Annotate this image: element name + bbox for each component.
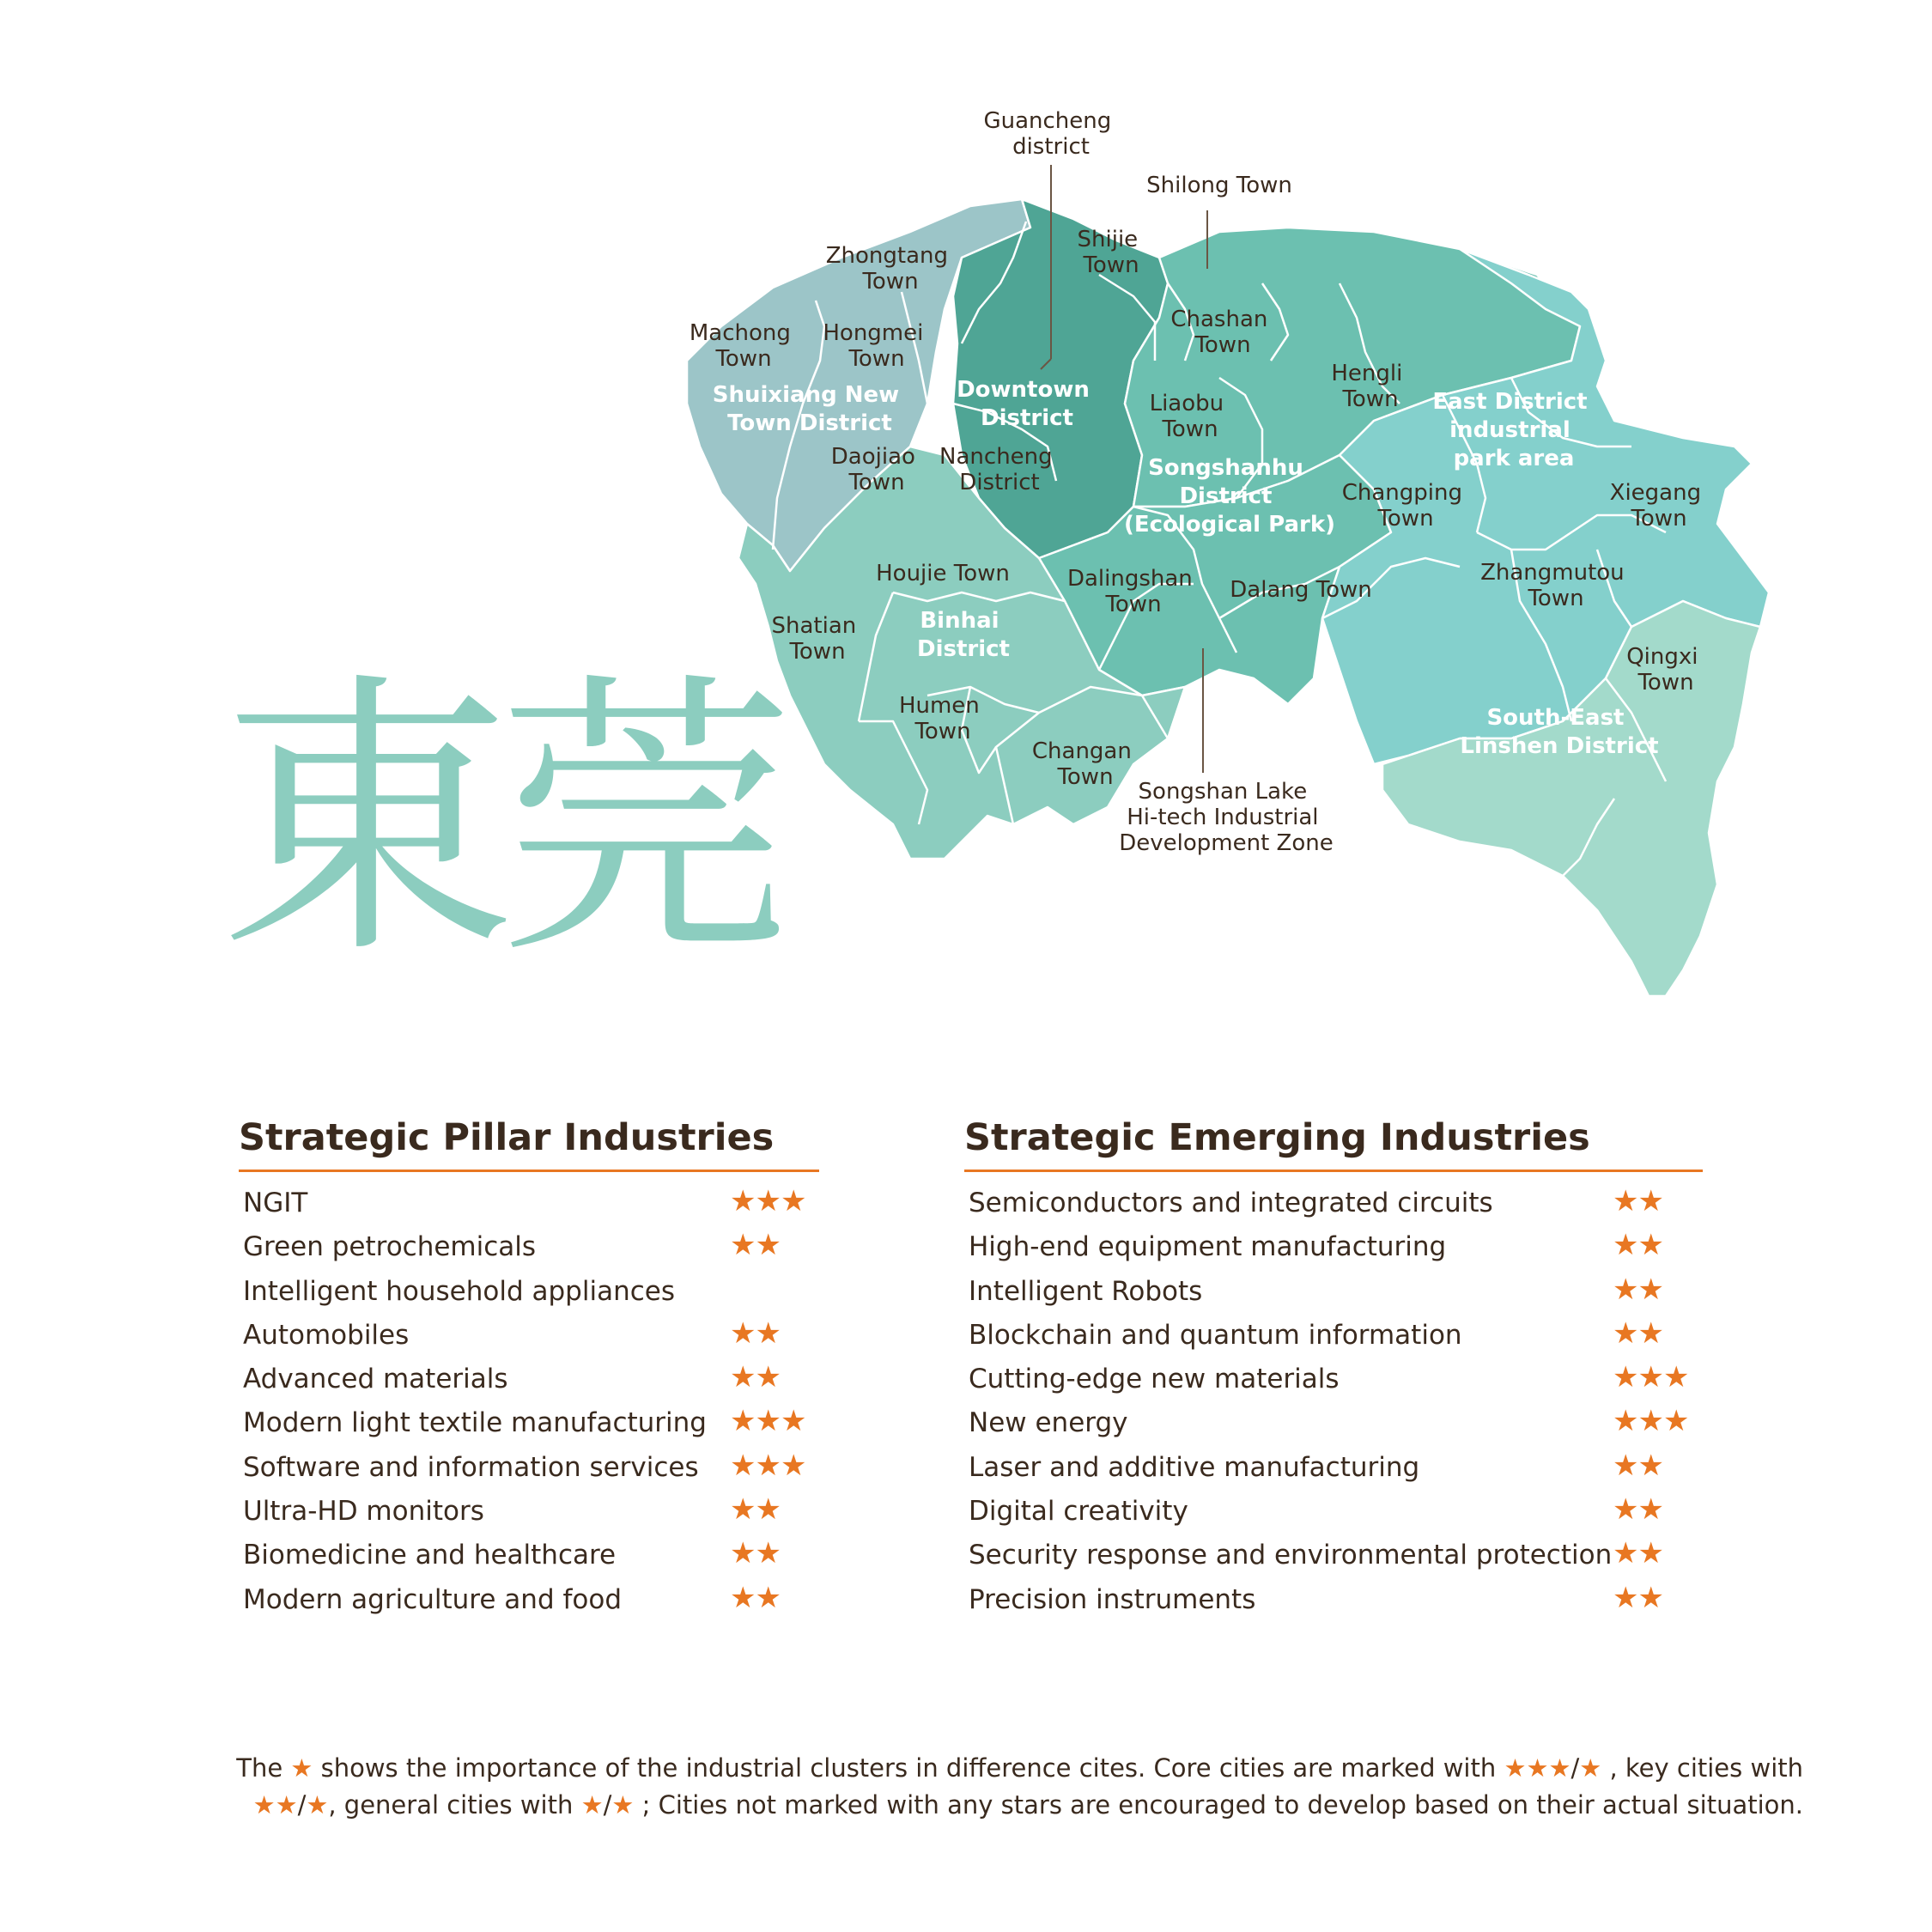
- label-downtown[interactable]: Downtown District: [957, 377, 1090, 431]
- label-zhangmutou[interactable]: Zhangmutou Town: [1480, 560, 1625, 611]
- industry-name: Precision instruments: [969, 1583, 1256, 1615]
- label-changan[interactable]: Changan Town: [1031, 738, 1132, 790]
- note-text: /: [1571, 1753, 1580, 1783]
- label-guancheng[interactable]: Guancheng district: [983, 108, 1112, 160]
- industry-name: Intelligent household appliances: [243, 1275, 675, 1307]
- label-binhai[interactable]: Binhai District: [917, 608, 1010, 662]
- list-item: [239, 1445, 819, 1489]
- industry-name: NGIT: [243, 1188, 308, 1218]
- pillar-list: [239, 1181, 819, 1621]
- label-shijie[interactable]: Shijie Town: [1077, 227, 1139, 278]
- label-houjie[interactable]: Houjie Town: [876, 561, 1010, 586]
- industry-name: High-end equipment manufacturing: [969, 1231, 1447, 1263]
- list-item: [239, 1489, 819, 1533]
- industry-name: Ultra-HD monitors: [243, 1496, 484, 1528]
- pillar-title: Strategic Pillar Industries: [239, 1116, 775, 1159]
- star-rating: ★★: [1613, 1184, 1663, 1218]
- star-rating: ★★★: [730, 1184, 806, 1218]
- industry-name: Advanced materials: [243, 1364, 508, 1395]
- footnote: [206, 1750, 1803, 1824]
- label-songshan-lake[interactable]: Songshan Lake Hi-tech Industrial Development Zone: [1119, 779, 1334, 856]
- star-icon: ★: [1579, 1753, 1602, 1783]
- list-item: [964, 1313, 1703, 1357]
- star-rating: ★★: [730, 1315, 781, 1351]
- emerging-rule: [964, 1170, 1703, 1172]
- list-item: [239, 1400, 819, 1444]
- star-rating: ★★: [730, 1536, 781, 1571]
- list-item: [964, 1224, 1703, 1268]
- list-item: [964, 1357, 1703, 1400]
- star-rating: ★★★: [1613, 1360, 1689, 1395]
- star-icon: ★: [611, 1790, 635, 1820]
- list-item: [964, 1181, 1703, 1224]
- note-text: /: [297, 1790, 307, 1820]
- star-rating: ★★★: [730, 1404, 806, 1439]
- industry-name: Biomedicine and healthcare: [243, 1540, 617, 1571]
- label-east-district[interactable]: East District industrial park area: [1432, 389, 1588, 471]
- star-rating: ★★: [1613, 1580, 1663, 1615]
- emerging-industries-panel: [964, 1116, 1703, 1621]
- list-item: [239, 1357, 819, 1400]
- list-item: [964, 1400, 1703, 1444]
- list-item: [964, 1533, 1703, 1577]
- industry-name: Software and information services: [243, 1451, 699, 1483]
- pillar-rule: [239, 1170, 819, 1172]
- star-icon: ★: [306, 1790, 329, 1820]
- star-rating: ★★★: [730, 1448, 806, 1483]
- label-daojiao[interactable]: Daojiao Town: [830, 444, 915, 495]
- industry-name: Modern light textile manufacturing: [243, 1407, 707, 1439]
- star-rating: ★★: [730, 1228, 781, 1263]
- list-item: [964, 1445, 1703, 1489]
- list-item: [964, 1577, 1703, 1621]
- label-nancheng[interactable]: Nancheng District: [939, 444, 1053, 495]
- label-dalang[interactable]: Dalang Town: [1230, 577, 1372, 603]
- label-songshanhu[interactable]: Songshanhu District (Ecological Park): [1123, 455, 1336, 538]
- label-shuixiang[interactable]: Shuixiang New Town District: [712, 382, 900, 436]
- note-text: shows the importance of the industrial clusters in difference cites. Core cities are marked with: [313, 1753, 1504, 1783]
- label-xiegang[interactable]: Xiegang Town: [1609, 480, 1702, 532]
- label-changping[interactable]: Changping Town: [1341, 480, 1462, 532]
- star-icon: ★★★: [1504, 1753, 1571, 1783]
- label-zhongtang[interactable]: Zhongtang Town: [825, 243, 949, 295]
- list-item: [239, 1269, 819, 1313]
- industry-name: Laser and additive manufacturing: [969, 1451, 1420, 1483]
- industry-name: Digital creativity: [969, 1496, 1188, 1528]
- industry-name: New energy: [969, 1407, 1128, 1439]
- star-icon: ★: [580, 1790, 604, 1820]
- industry-name: Blockchain and quantum information: [969, 1319, 1462, 1351]
- star-rating: ★★: [730, 1580, 781, 1615]
- industry-name: Semiconductors and integrated circuits: [969, 1188, 1493, 1218]
- star-icon: ★★: [252, 1790, 298, 1820]
- label-shatian[interactable]: Shatian Town: [771, 613, 857, 665]
- list-item: [964, 1489, 1703, 1533]
- list-item: [239, 1181, 819, 1224]
- label-liaobu[interactable]: Liaobu Town: [1149, 391, 1224, 442]
- star-rating: ★★: [730, 1492, 781, 1528]
- star-rating: ★★★: [1613, 1404, 1689, 1439]
- label-south-east[interactable]: South-East Linshen District: [1460, 705, 1659, 759]
- note-text: , key cities with: [1601, 1753, 1803, 1783]
- emerging-title: Strategic Emerging Industries: [964, 1116, 1590, 1159]
- star-rating: ★★: [1613, 1315, 1663, 1351]
- star-rating: ★★: [1613, 1492, 1663, 1528]
- list-item: [239, 1224, 819, 1268]
- label-machong[interactable]: Machong Town: [689, 320, 791, 372]
- industry-name: Security response and environmental protection: [969, 1540, 1613, 1571]
- industry-name: Green petrochemicals: [243, 1231, 537, 1263]
- label-humen[interactable]: Humen Town: [898, 693, 980, 744]
- label-chashan[interactable]: Chashan Town: [1170, 307, 1268, 358]
- emerging-list: [964, 1181, 1703, 1621]
- industry-name: Automobiles: [243, 1319, 410, 1351]
- industry-name: Modern agriculture and food: [243, 1583, 622, 1615]
- list-item: [239, 1577, 819, 1621]
- note-text: ; Cities not marked with any stars are encouraged to develop based on their actual situation.: [634, 1790, 1803, 1820]
- industry-name: Cutting-edge new materials: [969, 1364, 1340, 1395]
- label-qingxi[interactable]: Qingxi Town: [1626, 644, 1698, 696]
- label-hengli[interactable]: Hengli Town: [1331, 361, 1403, 412]
- note-text: The: [236, 1753, 291, 1783]
- note-text: , general cities with: [328, 1790, 581, 1820]
- star-rating: ★★: [1613, 1228, 1663, 1263]
- list-item: [239, 1313, 819, 1357]
- star-rating: ★★: [1613, 1272, 1663, 1307]
- star-rating: ★★: [1613, 1448, 1663, 1483]
- calligraphy-title: 東莞: [219, 649, 777, 993]
- star-rating: ★★: [730, 1360, 781, 1395]
- label-shilong[interactable]: Shilong Town: [1146, 173, 1292, 198]
- pillar-industries-panel: [239, 1116, 819, 1621]
- list-item: [239, 1533, 819, 1577]
- label-hongmei[interactable]: Hongmei Town: [823, 320, 924, 372]
- list-item: [964, 1269, 1703, 1313]
- star-icon: ★: [290, 1753, 313, 1783]
- industry-name: Intelligent Robots: [969, 1275, 1203, 1307]
- note-text: /: [603, 1790, 612, 1820]
- label-dalingshan[interactable]: Dalingshan Town: [1066, 566, 1193, 617]
- star-rating: ★★: [1613, 1536, 1663, 1571]
